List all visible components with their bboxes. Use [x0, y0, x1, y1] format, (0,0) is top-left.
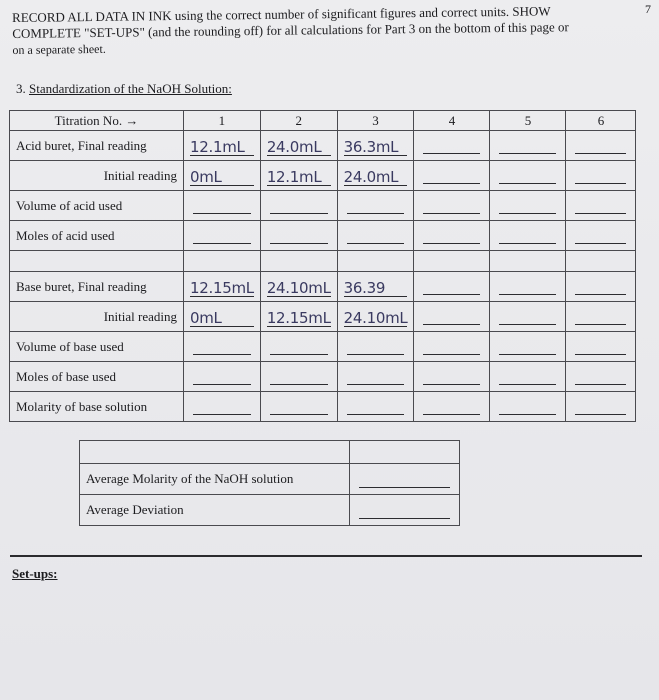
acid-initial-2[interactable]: 12.1mL — [267, 165, 331, 186]
row-label: Moles of acid used — [10, 221, 184, 251]
titration-header-row — [10, 111, 636, 131]
row-label: Acid buret, Final reading — [10, 131, 184, 161]
blank-field[interactable] — [347, 207, 405, 214]
section-title-text: Standardization of the NaOH Solution: — [29, 81, 232, 96]
section-title — [16, 81, 232, 97]
row-label: Base buret, Final reading — [10, 272, 184, 302]
acid-initial-1[interactable]: 0mL — [190, 165, 254, 186]
blank-field[interactable] — [575, 378, 626, 385]
titration-number: 6 — [566, 111, 636, 131]
base-volume-row — [10, 332, 636, 362]
blank-field[interactable] — [423, 177, 480, 184]
acid-volume-row — [10, 191, 636, 221]
instruction-line-2: COMPLETE "SET-UPS" (and the rounding off) for all calculations for Part 3 on the bottom of this page or — [12, 19, 569, 41]
blank-field[interactable] — [193, 237, 251, 244]
blank-field[interactable] — [575, 207, 626, 214]
average-molarity-field[interactable] — [359, 481, 450, 488]
blank-field[interactable] — [270, 378, 328, 385]
titration-number: 5 — [490, 111, 566, 131]
average-deviation-field[interactable] — [359, 512, 450, 519]
titration-number: 1 — [184, 111, 261, 131]
row-label: Molarity of base solution — [10, 392, 184, 422]
acid-final-1[interactable]: 12.1mL — [190, 135, 254, 156]
titration-number: 2 — [260, 111, 337, 131]
blank-field[interactable] — [499, 408, 556, 415]
base-final-3[interactable]: 36.39 — [344, 276, 408, 297]
average-deviation-row — [80, 495, 460, 526]
blank-field[interactable] — [575, 408, 626, 415]
base-initial-3[interactable]: 24.10mL — [344, 306, 408, 327]
data-table — [9, 110, 636, 422]
average-molarity-label: Average Molarity of the NaOH solution — [80, 464, 350, 495]
instruction-line-1: RECORD ALL DATA IN INK using the correct number of significant figures and correct units. SHOW — [12, 3, 551, 25]
row-label: Initial reading — [10, 161, 184, 191]
blank-field[interactable] — [575, 177, 626, 184]
titration-number: 4 — [414, 111, 490, 131]
titration-no-label: Titration No. → — [10, 111, 184, 131]
blank-field[interactable] — [423, 288, 480, 295]
blank-field[interactable] — [270, 237, 328, 244]
titration-number: 3 — [337, 111, 414, 131]
blank-field[interactable] — [423, 378, 480, 385]
blank-field[interactable] — [423, 318, 480, 325]
average-deviation-label: Average Deviation — [80, 495, 350, 526]
divider-rule — [10, 555, 642, 557]
base-initial-row — [10, 302, 636, 332]
blank-field[interactable] — [499, 147, 556, 154]
average-spacer-row — [80, 441, 460, 464]
blank-field[interactable] — [575, 147, 626, 154]
acid-initial-3[interactable]: 24.0mL — [344, 165, 408, 186]
blank-field[interactable] — [423, 237, 480, 244]
base-final-1[interactable]: 12.15mL — [190, 276, 254, 297]
instruction-line-3: on a separate sheet. — [12, 41, 106, 57]
row-label: Volume of acid used — [10, 191, 184, 221]
blank-field[interactable] — [193, 348, 251, 355]
blank-field[interactable] — [499, 207, 556, 214]
base-final-row — [10, 272, 636, 302]
blank-field[interactable] — [499, 378, 556, 385]
acid-final-2[interactable]: 24.0mL — [267, 135, 331, 156]
blank-field[interactable] — [270, 348, 328, 355]
blank-field[interactable] — [575, 318, 626, 325]
blank-field[interactable] — [347, 408, 405, 415]
blank-field[interactable] — [575, 348, 626, 355]
row-label: Moles of base used — [10, 362, 184, 392]
blank-field[interactable] — [499, 348, 556, 355]
blank-field[interactable] — [499, 288, 556, 295]
blank-field[interactable] — [347, 237, 405, 244]
blank-field[interactable] — [270, 207, 328, 214]
blank-field[interactable] — [575, 288, 626, 295]
acid-moles-row — [10, 221, 636, 251]
blank-field[interactable] — [499, 318, 556, 325]
blank-field[interactable] — [193, 408, 251, 415]
average-table — [79, 440, 460, 526]
base-moles-row — [10, 362, 636, 392]
blank-field[interactable] — [423, 408, 480, 415]
blank-field[interactable] — [423, 348, 480, 355]
blank-field[interactable] — [499, 177, 556, 184]
acid-initial-row — [10, 161, 636, 191]
setups-label: Set-ups: — [12, 566, 58, 581]
instructions-header — [12, 2, 653, 58]
base-final-2[interactable]: 24.10mL — [267, 276, 331, 297]
blank-field[interactable] — [499, 237, 556, 244]
spacer-row — [10, 251, 636, 272]
acid-final-3[interactable]: 36.3mL — [344, 135, 408, 156]
blank-field[interactable] — [347, 348, 405, 355]
base-initial-1[interactable]: 0mL — [190, 306, 254, 327]
blank-field[interactable] — [270, 408, 328, 415]
blank-field[interactable] — [575, 237, 626, 244]
section-number: 3. — [16, 81, 26, 96]
blank-field[interactable] — [193, 207, 251, 214]
page-number: 7 — [645, 2, 651, 16]
blank-field[interactable] — [347, 378, 405, 385]
blank-field[interactable] — [423, 207, 480, 214]
base-molarity-row — [10, 392, 636, 422]
acid-final-row — [10, 131, 636, 161]
blank-field[interactable] — [193, 378, 251, 385]
row-label: Initial reading — [10, 302, 184, 332]
blank-field[interactable] — [423, 147, 480, 154]
base-initial-2[interactable]: 12.15mL — [267, 306, 331, 327]
average-molarity-row — [80, 464, 460, 495]
row-label: Volume of base used — [10, 332, 184, 362]
